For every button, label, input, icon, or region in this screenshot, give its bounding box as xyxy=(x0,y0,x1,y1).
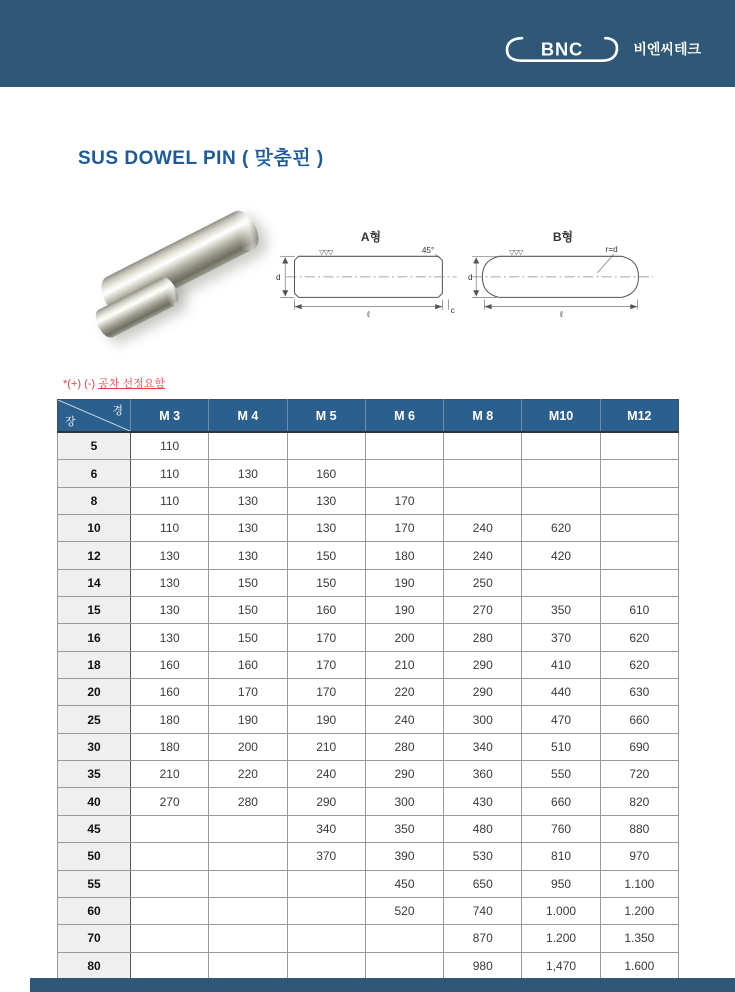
length-value-cell: 620 xyxy=(600,651,678,678)
diagram-b-label: B형 xyxy=(552,230,574,244)
column-header: M10 xyxy=(522,400,600,433)
row-length-header: 5 xyxy=(58,432,131,460)
length-value-cell: 1.000 xyxy=(522,897,600,924)
length-value-cell: 190 xyxy=(209,706,287,733)
length-value-cell: 470 xyxy=(522,706,600,733)
length-value-cell: 110 xyxy=(131,460,209,487)
length-value-cell: 480 xyxy=(444,815,522,842)
table-row xyxy=(58,761,679,788)
company-name: 비엔씨테크 xyxy=(633,41,701,57)
length-value-cell: 450 xyxy=(365,870,443,897)
page-header xyxy=(0,0,735,87)
length-value-cell: 340 xyxy=(444,733,522,760)
length-value-cell xyxy=(600,487,678,514)
length-value-cell xyxy=(522,460,600,487)
row-length-header: 45 xyxy=(58,815,131,842)
length-value-cell: 150 xyxy=(287,542,365,569)
length-value-cell xyxy=(131,870,209,897)
length-value-cell: 550 xyxy=(522,761,600,788)
length-value-cell: 280 xyxy=(365,733,443,760)
corner-diameter-label: 경 xyxy=(112,405,123,417)
length-value-cell: 420 xyxy=(522,542,600,569)
length-value-cell: 200 xyxy=(365,624,443,651)
row-length-header: 55 xyxy=(58,870,131,897)
length-value-cell: 210 xyxy=(365,651,443,678)
length-value-cell: 210 xyxy=(131,761,209,788)
length-value-cell: 290 xyxy=(287,788,365,815)
length-label: ℓ xyxy=(560,309,563,319)
length-value-cell: 340 xyxy=(287,815,365,842)
length-value-cell xyxy=(209,843,287,870)
length-value-cell: 240 xyxy=(365,706,443,733)
length-value-cell xyxy=(287,432,365,460)
length-value-cell: 170 xyxy=(365,515,443,542)
length-value-cell: 610 xyxy=(600,597,678,624)
length-value-cell: 1.200 xyxy=(600,897,678,924)
table-row xyxy=(58,952,679,979)
diagram-a-label: A형 xyxy=(360,230,382,244)
length-value-cell: 180 xyxy=(131,733,209,760)
length-value-cell: 350 xyxy=(522,597,600,624)
length-value-cell xyxy=(131,952,209,979)
length-value-cell xyxy=(522,569,600,596)
table-header-row xyxy=(58,400,679,433)
length-label: ℓ xyxy=(367,309,370,319)
row-length-header: 15 xyxy=(58,597,131,624)
length-value-cell: 290 xyxy=(444,651,522,678)
tolerance-note-underlined: 공차 선정요함 xyxy=(98,378,165,390)
row-length-header: 25 xyxy=(58,706,131,733)
dimension-table xyxy=(57,399,679,980)
row-length-header: 70 xyxy=(58,925,131,952)
table-row xyxy=(58,925,679,952)
tolerance-note-prefix: *(+) (-) xyxy=(63,378,99,390)
row-length-header: 50 xyxy=(58,843,131,870)
row-length-header: 12 xyxy=(58,542,131,569)
table-row xyxy=(58,515,679,542)
row-length-header: 20 xyxy=(58,679,131,706)
length-value-cell: 1.100 xyxy=(600,870,678,897)
length-value-cell xyxy=(444,432,522,460)
table-row xyxy=(58,706,679,733)
length-value-cell: 760 xyxy=(522,815,600,842)
length-value-cell: 130 xyxy=(131,569,209,596)
length-value-cell: 190 xyxy=(365,569,443,596)
table-row xyxy=(58,651,679,678)
row-length-header: 14 xyxy=(58,569,131,596)
radius-label: r=d xyxy=(605,245,618,255)
row-length-header: 60 xyxy=(58,897,131,924)
length-value-cell xyxy=(131,843,209,870)
length-value-cell xyxy=(209,925,287,952)
row-length-header: 16 xyxy=(58,624,131,651)
length-value-cell: 150 xyxy=(287,569,365,596)
table-row xyxy=(58,815,679,842)
diagram-b-drawing xyxy=(468,244,658,320)
length-value-cell: 430 xyxy=(444,788,522,815)
length-value-cell: 210 xyxy=(287,733,365,760)
length-value-cell: 160 xyxy=(287,597,365,624)
length-value-cell xyxy=(365,460,443,487)
length-value-cell: 1,470 xyxy=(522,952,600,979)
length-value-cell: 820 xyxy=(600,788,678,815)
table-row xyxy=(58,679,679,706)
length-value-cell: 650 xyxy=(444,870,522,897)
length-value-cell: 130 xyxy=(209,542,287,569)
length-value-cell: 390 xyxy=(365,843,443,870)
length-value-cell xyxy=(365,952,443,979)
length-value-cell: 240 xyxy=(444,515,522,542)
length-value-cell: 280 xyxy=(444,624,522,651)
table-row xyxy=(58,597,679,624)
length-value-cell: 130 xyxy=(287,515,365,542)
length-value-cell: 130 xyxy=(287,487,365,514)
length-value-cell: 740 xyxy=(444,897,522,924)
length-value-cell xyxy=(287,897,365,924)
length-value-cell: 170 xyxy=(209,679,287,706)
length-value-cell: 290 xyxy=(444,679,522,706)
length-value-cell: 810 xyxy=(522,843,600,870)
table-body xyxy=(58,432,679,979)
length-value-cell: 160 xyxy=(287,460,365,487)
length-value-cell: 170 xyxy=(287,624,365,651)
column-header: M 8 xyxy=(444,400,522,433)
diagram-type-a xyxy=(276,228,466,322)
length-value-cell xyxy=(522,432,600,460)
surface-finish-marks: ▽▽▽ xyxy=(319,248,333,257)
length-value-cell: 270 xyxy=(131,788,209,815)
length-value-cell: 660 xyxy=(522,788,600,815)
page-footer-bar xyxy=(30,978,735,992)
length-value-cell: 150 xyxy=(209,624,287,651)
length-value-cell: 1.200 xyxy=(522,925,600,952)
column-header: M 6 xyxy=(365,400,443,433)
length-value-cell: 170 xyxy=(287,679,365,706)
row-length-header: 30 xyxy=(58,733,131,760)
column-header: M12 xyxy=(600,400,678,433)
length-value-cell: 520 xyxy=(365,897,443,924)
length-value-cell: 510 xyxy=(522,733,600,760)
row-length-header: 8 xyxy=(58,487,131,514)
length-value-cell: 150 xyxy=(209,569,287,596)
length-value-cell: 350 xyxy=(365,815,443,842)
table-row xyxy=(58,569,679,596)
length-value-cell: 190 xyxy=(287,706,365,733)
diagram-a-drawing xyxy=(276,244,466,320)
length-value-cell xyxy=(600,515,678,542)
length-value-cell xyxy=(209,952,287,979)
length-value-cell: 240 xyxy=(444,542,522,569)
length-value-cell: 870 xyxy=(444,925,522,952)
length-value-cell: 130 xyxy=(131,597,209,624)
length-value-cell xyxy=(131,925,209,952)
row-length-header: 35 xyxy=(58,761,131,788)
length-value-cell: 690 xyxy=(600,733,678,760)
surface-finish-marks: ▽▽▽ xyxy=(509,248,523,257)
table-row xyxy=(58,432,679,460)
length-value-cell: 130 xyxy=(209,515,287,542)
length-value-cell: 660 xyxy=(600,706,678,733)
length-value-cell: 290 xyxy=(365,761,443,788)
length-value-cell: 150 xyxy=(209,597,287,624)
length-value-cell: 250 xyxy=(444,569,522,596)
length-value-cell: 200 xyxy=(209,733,287,760)
length-value-cell: 270 xyxy=(444,597,522,624)
length-value-cell: 980 xyxy=(444,952,522,979)
length-value-cell xyxy=(131,815,209,842)
diameter-label: d xyxy=(468,272,473,282)
length-value-cell: 130 xyxy=(209,487,287,514)
length-value-cell: 160 xyxy=(209,651,287,678)
length-value-cell: 160 xyxy=(131,651,209,678)
table-row xyxy=(58,487,679,514)
length-value-cell xyxy=(365,925,443,952)
corner-length-label: 장 xyxy=(65,416,76,428)
tolerance-note xyxy=(63,375,165,391)
page-title: SUS DOWEL PIN ( 맞춤핀 ) xyxy=(78,148,324,169)
length-value-cell xyxy=(209,815,287,842)
length-value-cell: 280 xyxy=(209,788,287,815)
bnc-logo-icon xyxy=(503,34,621,64)
length-value-cell: 160 xyxy=(131,679,209,706)
length-value-cell xyxy=(600,432,678,460)
length-value-cell: 110 xyxy=(131,515,209,542)
length-value-cell: 410 xyxy=(522,651,600,678)
row-length-header: 6 xyxy=(58,460,131,487)
length-value-cell: 950 xyxy=(522,870,600,897)
length-value-cell xyxy=(287,870,365,897)
diagram-type-b xyxy=(468,228,658,322)
length-value-cell: 720 xyxy=(600,761,678,788)
bnc-logo xyxy=(503,34,701,64)
length-value-cell xyxy=(209,870,287,897)
length-value-cell: 370 xyxy=(287,843,365,870)
length-value-cell: 300 xyxy=(365,788,443,815)
table-row xyxy=(58,843,679,870)
length-value-cell xyxy=(365,432,443,460)
length-value-cell: 220 xyxy=(365,679,443,706)
length-value-cell xyxy=(600,542,678,569)
length-value-cell: 110 xyxy=(131,432,209,460)
row-length-header: 10 xyxy=(58,515,131,542)
length-value-cell xyxy=(444,460,522,487)
logo-text: BNC xyxy=(541,38,584,60)
row-length-header: 18 xyxy=(58,651,131,678)
length-value-cell: 170 xyxy=(287,651,365,678)
length-value-cell: 130 xyxy=(209,460,287,487)
length-value-cell: 970 xyxy=(600,843,678,870)
length-value-cell: 240 xyxy=(287,761,365,788)
column-header: M 4 xyxy=(209,400,287,433)
length-value-cell: 1.600 xyxy=(600,952,678,979)
length-value-cell xyxy=(209,897,287,924)
row-length-header: 40 xyxy=(58,788,131,815)
length-value-cell: 1.350 xyxy=(600,925,678,952)
column-header: M 5 xyxy=(287,400,365,433)
length-value-cell xyxy=(287,952,365,979)
corner-cell xyxy=(58,400,131,433)
length-value-cell: 130 xyxy=(131,542,209,569)
table-row xyxy=(58,870,679,897)
column-header: M 3 xyxy=(131,400,209,433)
length-value-cell: 190 xyxy=(365,597,443,624)
chamfer-width-label: c xyxy=(450,305,455,315)
length-value-cell: 130 xyxy=(131,624,209,651)
length-value-cell: 620 xyxy=(522,515,600,542)
table-row xyxy=(58,788,679,815)
length-value-cell xyxy=(131,897,209,924)
length-value-cell xyxy=(600,460,678,487)
length-value-cell xyxy=(522,487,600,514)
table-row xyxy=(58,460,679,487)
length-value-cell: 620 xyxy=(600,624,678,651)
product-photo xyxy=(60,200,290,350)
length-value-cell xyxy=(209,432,287,460)
length-value-cell: 110 xyxy=(131,487,209,514)
length-value-cell xyxy=(287,925,365,952)
row-length-header: 80 xyxy=(58,952,131,979)
length-value-cell xyxy=(600,569,678,596)
length-value-cell: 220 xyxy=(209,761,287,788)
length-value-cell: 300 xyxy=(444,706,522,733)
length-value-cell: 180 xyxy=(365,542,443,569)
length-value-cell: 530 xyxy=(444,843,522,870)
table-row xyxy=(58,733,679,760)
length-value-cell: 170 xyxy=(365,487,443,514)
table-row xyxy=(58,624,679,651)
table-row xyxy=(58,897,679,924)
length-value-cell: 440 xyxy=(522,679,600,706)
length-value-cell: 180 xyxy=(131,706,209,733)
length-value-cell: 360 xyxy=(444,761,522,788)
diameter-label: d xyxy=(276,272,281,282)
length-value-cell: 880 xyxy=(600,815,678,842)
length-value-cell xyxy=(444,487,522,514)
length-value-cell: 630 xyxy=(600,679,678,706)
length-value-cell: 370 xyxy=(522,624,600,651)
table-row xyxy=(58,542,679,569)
chamfer-angle-label: 45° xyxy=(421,246,435,256)
